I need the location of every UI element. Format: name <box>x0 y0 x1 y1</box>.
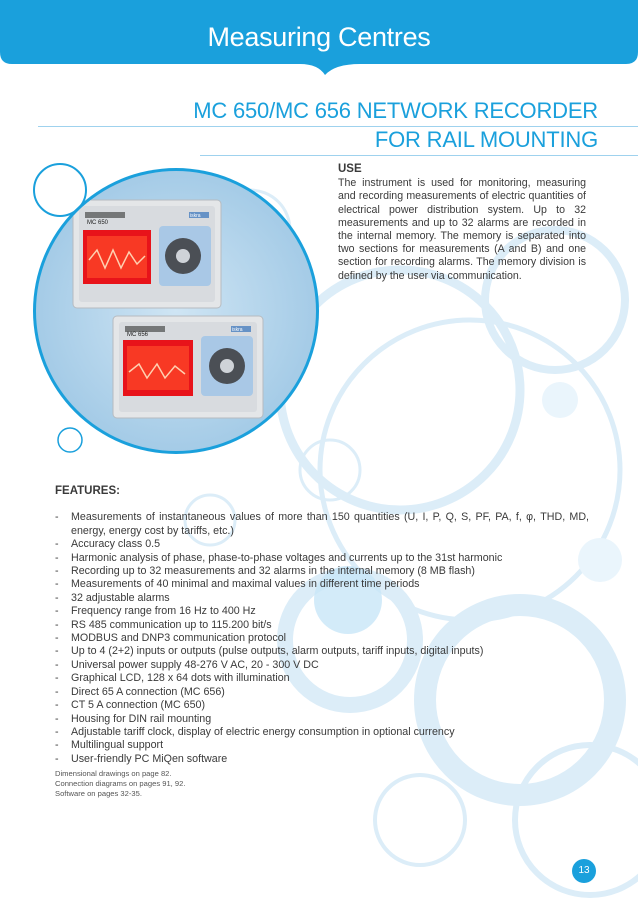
feature-item: - Graphical LCD, 128 x 64 dots with illumination <box>55 672 589 685</box>
feature-item: - Measurements of 40 minimal and maximal values in different time periods <box>55 578 589 591</box>
use-section <box>338 163 586 283</box>
feature-item: - User-friendly PC MiQen software <box>55 753 589 766</box>
feature-item: - Harmonic analysis of phase, phase-to-phase voltages and currents up to the 31st harmonic <box>55 552 589 565</box>
feature-item: - 32 adjustable alarms <box>55 592 589 605</box>
reference-software: Software on pages 32-35. <box>55 789 142 798</box>
section-title: Measuring Centres <box>207 22 431 52</box>
reference-dimensional: Dimensional drawings on page 82. <box>55 769 172 778</box>
feature-item: - Universal power supply 48-276 V AC, 20 - 300 V DC <box>55 659 589 672</box>
reference-connection: Connection diagrams on pages 91, 92. <box>55 779 186 788</box>
feature-item: - CT 5 A connection (MC 650) <box>55 699 589 712</box>
feature-item: - Measurements of instantaneous values of more than 150 quantities (U, I, P, Q, S, PF, PA, f, φ, THD, MD, energy, energy cost by tariffs, etc.) <box>55 511 589 538</box>
device-brand-mc656: iskra <box>232 327 243 333</box>
feature-item: - Direct 65 A connection (MC 656) <box>55 686 589 699</box>
feature-item: - MODBUS and DNP3 communication protocol <box>55 632 589 645</box>
feature-item: - RS 485 communication up to 115.200 bit/s <box>55 619 589 632</box>
features-section <box>55 485 589 766</box>
feature-item: - Frequency range from 16 Hz to 400 Hz <box>55 605 589 618</box>
product-photo <box>31 166 321 456</box>
features-heading: FEATURES: <box>55 485 120 497</box>
features-list <box>55 511 589 766</box>
page-number: 13 <box>572 859 596 883</box>
page-references <box>55 769 185 799</box>
device-brand-mc650: iskra <box>190 213 201 219</box>
feature-item: - Adjustable tariff clock, display of electric energy consumption in optional currency <box>55 726 589 739</box>
feature-item: - Multilingual support <box>55 739 589 752</box>
feature-item: - Recording up to 32 measurements and 32 alarms in the internal memory (8 MB flash) <box>55 565 589 578</box>
device-label-mc650: MC 650 <box>87 220 109 226</box>
feature-item: - Accuracy class 0.5 <box>55 538 589 551</box>
product-title-line-2: FOR RAIL MOUNTING <box>374 127 598 152</box>
device-label-mc656: MC 656 <box>127 332 149 338</box>
product-title-line-1: MC 650/MC 656 NETWORK RECORDER <box>193 98 598 123</box>
feature-item: - Up to 4 (2+2) inputs or outputs (pulse outputs, alarm outputs, tariff inputs, digital inputs) <box>55 645 589 658</box>
feature-item: - Housing for DIN rail mounting <box>55 713 589 726</box>
title-rule-bottom <box>200 155 638 156</box>
product-title <box>193 96 598 154</box>
use-text: The instrument is used for monitoring, measuring and recording measurements of electric quantities of electrical power distribution system. Up to 32 measurements and up to 32 alarms are recorded in the internal memory. The memory is separated into two sections for measurements (A and B) and one section for recording alarms. The memory division is defined by the user via communication. <box>338 177 586 282</box>
use-heading: USE <box>338 163 362 175</box>
